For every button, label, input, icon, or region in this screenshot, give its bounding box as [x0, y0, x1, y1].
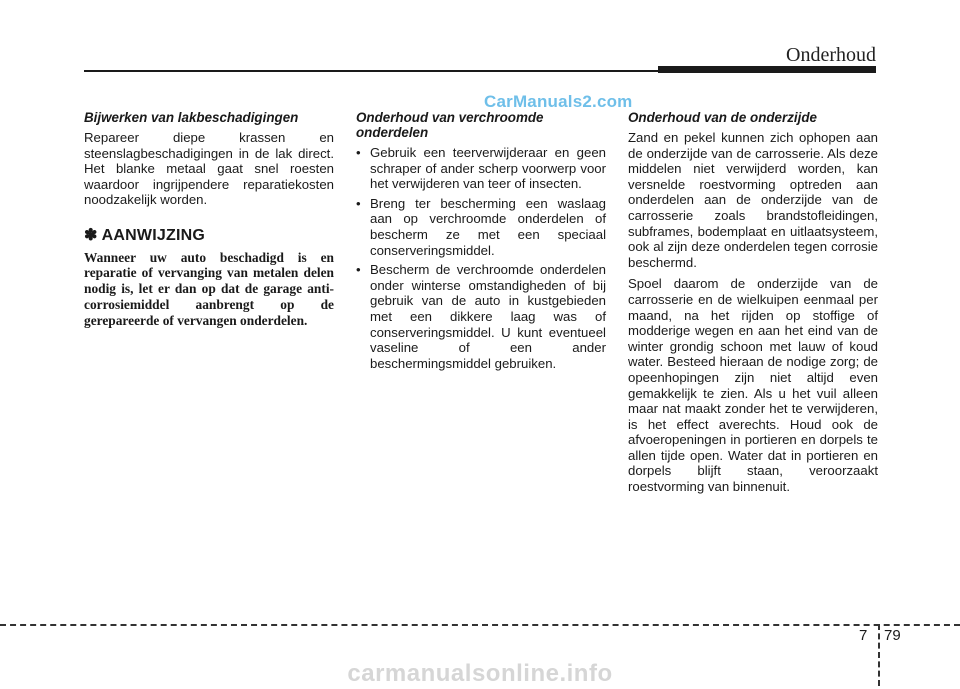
body-paragraph: Repareer diepe krassen en steenslagbeschadigingen in de lak direct. Het blanke metaal gaat snel roesten waardoor ingrijpendere reparatiekosten noodzakelijk worden.: [84, 130, 334, 208]
column-left: [84, 110, 334, 329]
notice-title: ✽ AANWIJZING: [84, 226, 205, 244]
list-item-text: Breng ter bescherming een waslaag aan op verchroomde onderdelen of bescherm ze met een speciaal conserveringsmiddel.: [370, 195, 606, 258]
bullet-icon: •: [356, 145, 361, 160]
list-item-text: Gebruik een teerverwijderaar en geen schraper of ander scherp voorwerp voor het verwijderen van teer of insecten.: [370, 145, 606, 192]
column-right: [628, 110, 878, 501]
body-paragraph: Spoel daarom de onderzijde van de carrosserie en de wielkuipen eenmaal per maand, na het rijden op stoffige of modderige wegen en aan het eind van de winter grondig schoon met lauw of koud water. Besteed hieraan de nodige zorg; de opeenhopingen zijn niet altijd even gemakkelijk te zien. Als u het vuil alleen maar nat maakt zonder het te verwijderen, is het effect averechts. Houd ook de afvoeropeningen in portieren en dorpels te allen tijde open. Water dat in portieren en dorpels blijft staan, veroorzaakt roestvorming van binnenuit.: [628, 276, 878, 495]
watermark-footer[interactable]: carmanualsonline.info: [347, 660, 613, 687]
page-number: 79: [884, 627, 901, 644]
list-item: [356, 145, 606, 192]
body-paragraph: Zand en pekel kunnen zich ophopen aan de onderzijde van de carrosserie. Als deze middelen niet verwijderd worden, kan versnelde roestvorming optreden aan onderdelen aan de onderzijde van de carrosserie zoals brandstofleidingen, subframes, bodemplaat en uitlaatsysteem, ook al zijn deze onderdelen tegen corrosie beschermd.: [628, 130, 878, 270]
notice-body: Wanneer uw auto beschadigd is en reparatie of vervanging van metalen delen nodig is, let er dan op dat de garage anti-corrosiemiddel aanbrengt op de gerepareerde of vervangen onderdelen.: [84, 249, 334, 328]
footer-rule: [0, 624, 960, 626]
header-rule-bold: [658, 66, 876, 73]
list-item-text: Bescherm de verchroomde onderdelen onder winterse omstandigheden of bij gebruik van de auto in kustgebieden met een dikkere laag was of conserveringsmiddel. U kunt eventueel vaseline of een ander beschermingsmiddel gebruiken.: [370, 262, 606, 371]
list-item: [356, 196, 606, 258]
watermark-link[interactable]: CarManuals2.com: [484, 92, 633, 111]
bullet-icon: •: [356, 262, 361, 278]
page-section-title: Onderhoud: [786, 44, 876, 66]
header-rule: [84, 70, 664, 72]
section-heading: Onderhoud van verchroomde onderdelen: [356, 110, 544, 140]
bullet-icon: •: [356, 195, 361, 211]
list-item: [356, 262, 606, 371]
chapter-number: 7: [859, 627, 868, 644]
section-heading: Bijwerken van lakbeschadigingen: [84, 110, 299, 125]
column-middle: [356, 110, 606, 375]
section-heading: Onderhoud van de onderzijde: [628, 110, 817, 125]
bullet-list: [356, 145, 606, 371]
